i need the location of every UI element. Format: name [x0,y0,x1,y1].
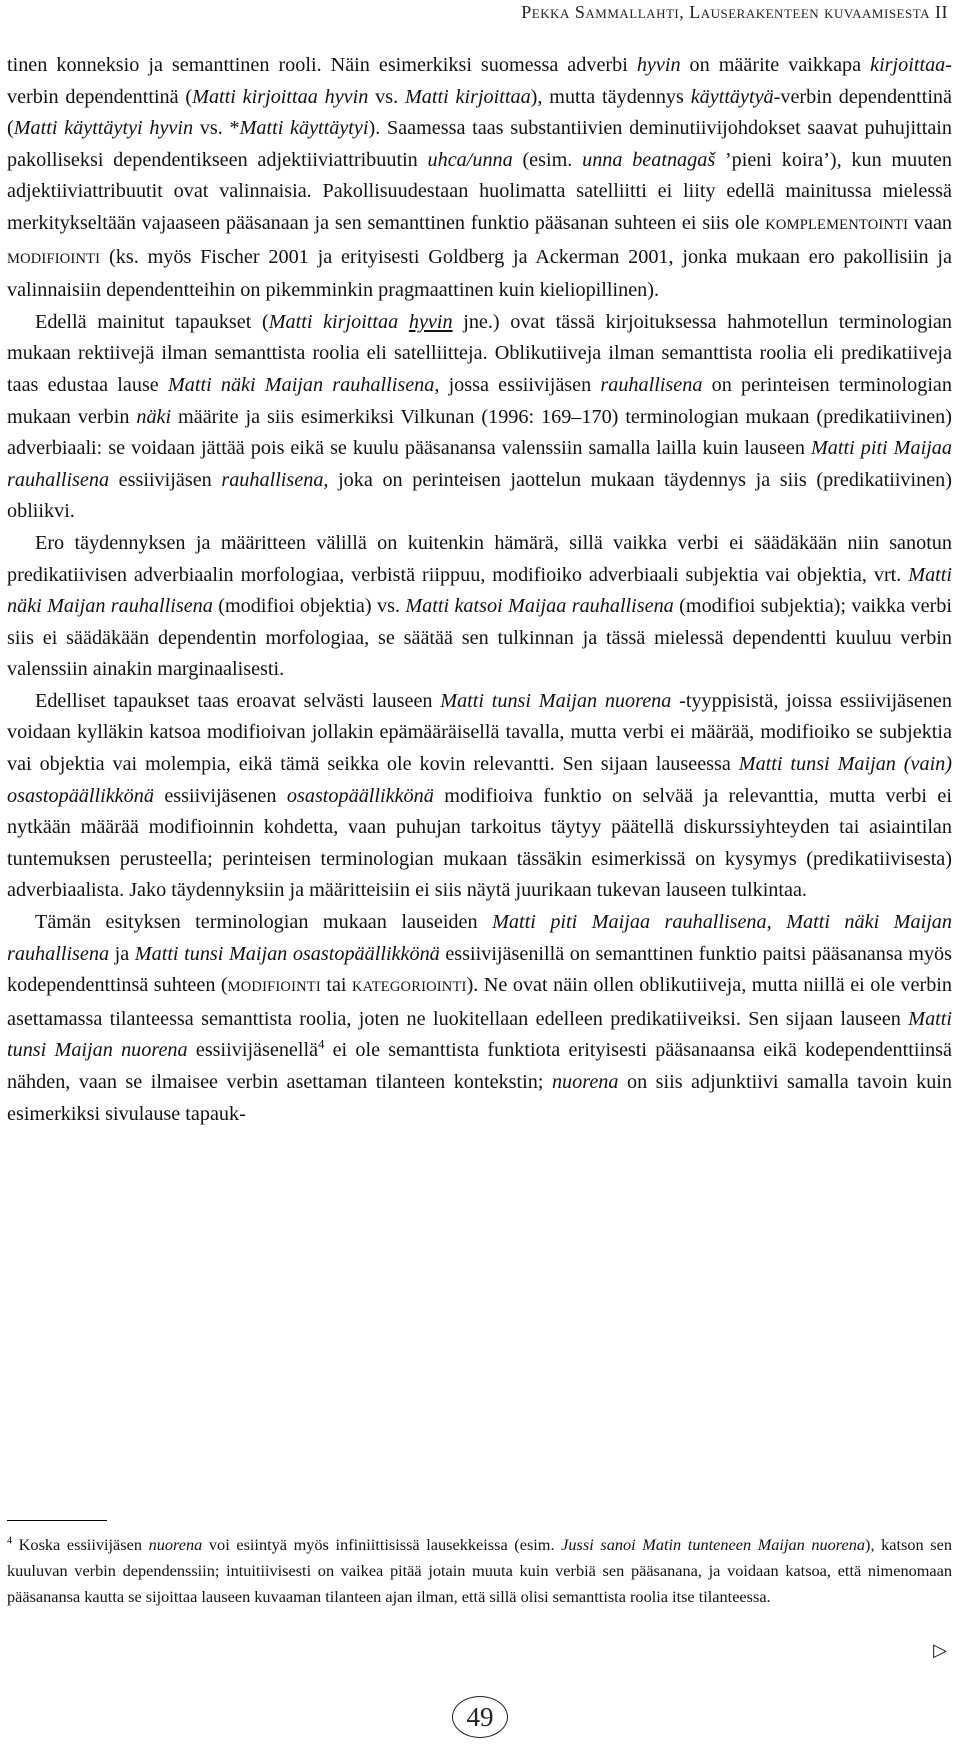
example-term: käyttäytyä [690,85,774,108]
text: Ero täydennyksen ja määritteen välillä on kuitenkin hämärä, sillä vaikka verbi ei säädäkään niin sanotun predikatiivisen adverbiaalin morfologiaa, verbistä riippuu, modifioiko adverbiaali subjektia vai objektia, vrt. [7,531,952,586]
example-term: uhca/unna [427,148,513,171]
text: (esim. [512,148,583,171]
footnote-separator [7,1520,107,1521]
small-caps-term: KATEGORIOINTI [352,979,467,996]
text: , joka on perinteisen jaottelun mukaan täydennys ja siis (predikatiivinen) obliikvi. [7,468,952,523]
example-term: näki [136,405,172,428]
text: määrite ja siis esimerkiksi Vilkunan (1996: 169–170) terminologian mukaan (predikatiivinen) adverbiaali: se voidaan jättää pois eikä se kuulu pääsanansa valenssiin samalla lailla kuin lauseen [7,405,953,460]
example-term: Matti näki Maijan rauhallisena [7,563,952,618]
example-term: Matti tunsi Maijan nuorena [7,1007,952,1062]
text: on määrite vaikkapa [680,54,871,76]
example-term: Matti kirjoittaa [268,310,409,333]
paragraph-1 [7,50,952,307]
text: ), katson sen kuuluvan verbin dependenssiin; intuitiivisesti on vaikea pitää jotain muuta kuin verbiä sen pääsanana, ja voidaan katsoa, että nimenomaan pääsanansa kautta se sijoittaa lauseen kuvaaman tilanteen ajan ilman, että sillä olisi semanttista roolia itse tilanteessa. [7,1535,953,1606]
example-term: rauhallisena [600,373,703,396]
example-term: Matti käyttäytyi [239,117,369,140]
example-term: Matti piti Maijaa rauhallisena [492,911,767,934]
text: on siis adjunktiivi samalla tavoin kuin esimerkiksi sivulause tapauk- [7,1071,952,1125]
text: Edelliset tapaukset taas eroavat selvästi lauseen [35,689,441,712]
text: Edellä mainitut tapaukset ( [35,310,269,333]
example-term: Matti tunsi Maijan osastopäällikkönä [134,942,440,965]
example-term: osastopäällikkönä [286,784,434,807]
example-term: Matti katsoi Maijaa rauhallisena [405,595,674,618]
text: ). Ne ovat näin ollen oblikutiiveja, mutta niillä ei ole verbin asettamassa tilanteessa semanttista roolia, joten ne luokitellaan edelleen predikatiiveiksi. Sen sijaan lauseen [7,974,952,1030]
text: essiivijäsenen [153,784,287,807]
small-caps-term: MODIFIOINTI [227,979,321,996]
running-header: Pekka Sammallahti, Lauserakenteen kuvaamisesta II [521,2,948,22]
example-term: rauhallisena [221,468,324,491]
text: , jossa essiivijäsen [434,373,601,396]
text: -verbin dependenttinä ( [7,85,952,140]
text: essiivijäsenellä [187,1039,319,1062]
text: ’pieni koira’), kun muuten adjektiiviattribuutit ovat valinnaisia. Pakollisuudestaan huolimatta satelliitti ei liity edellä mainitussa mielessä merkitykseltään vajaaseen pääsanaan ja sen semanttinen funktio pääsanan suhteen ei siis ole [7,148,952,234]
example-term: Matti kirjoittaa hyvin [192,85,369,108]
example-term: Matti näki Maijan rauhallisena [7,911,952,965]
example-term: Matti tunsi Maijan nuorena [440,689,672,712]
underlined-term: hyvin [408,310,453,333]
text: modifioiva funktio on selvää ja relevanttia, mutta verbi ei nytkään määrää modifioinnin kohdetta, vaan puhujan tarkoitus täytyy päätellä diskurssiyhteyden tai asiaintilan tuntemuksen perusteella; perinteisen terminologian mukaan tässäkin esimerkissä on kysymys (predikatiivisesta) adverbiaalista. Jako täydennyksiin ja määritteisiin ei siis näytä juurikaan tukevan lauseen tulkintaa. [7,784,952,902]
footnote [7,1532,952,1610]
text: , [766,911,787,934]
example-term: Matti tunsi Maijan (vain) osastopäällikkönä [7,753,953,807]
paragraph-2 [7,307,952,528]
small-caps-term: MODIFIOINTI [7,250,101,267]
text: vs. * [193,117,240,140]
page-number: 49 [452,1696,508,1738]
body-text [7,50,952,1130]
text: jne.) ovat tässä kirjoituksessa hahmotellun terminologian mukaan rektiivejä ilman semanttista roolia eli satelliitteja. Oblikutiiveja ilman semanttista roolia eli predikatiiveja taas edustaa lause [7,310,952,396]
text: tai [320,974,353,997]
example-term: Matti kirjoittaa [404,85,531,108]
footnote-number: 4 [7,1535,13,1547]
text: -verbin dependenttinä ( [7,54,952,108]
text: essiivijäsenillä on semanttinen funktio paitsi pääsanansa myös kodependenttinsä suhteen ( [7,942,952,997]
example-term: Matti käyttäytyi hyvin [13,117,194,140]
text: (modifioi subjektia); vaikka verbi siis ei säädäkään dependentin morfologiaa, se säätää sen tulkinnan ja tässä mielessä dependentti kuuluu verbin valenssiin ainakin marginaalisesti. [7,595,952,681]
example-term: hyvin [636,54,681,76]
text: on perinteisen terminologian mukaan verbin [7,373,952,428]
text: ja [109,942,135,965]
text: ). Saamessa taas substantiivien deminutiivijohdokset saavat puhujittain pakolliseksi dependentikseen adjektiiviattribuutin [7,117,952,171]
text: ), mutta täydennys [530,85,691,108]
footnote-ref[interactable]: 4 [318,1037,325,1052]
text: ei ole semanttista funktiota erityisesti pääsanaansa eikä kodependenttiinsä nähden, vaan se ilmaisee verbin asettaman tilanteen kontekstin; [7,1039,952,1093]
text: -tyyppisistä, joissa essiivijäsenen voidaan kylläkin katsoa modifioivan jollakin epämääräisellä tavalla, mutta verbi ei määrää, modifioiko se subjektia vai objektia vai molempia, eikä tämä seikka ole kovin relevantti. Sen sijaan lauseessa [7,689,952,776]
paragraph-5 [7,907,952,1130]
example-term: unna beatnagaš [582,148,716,171]
footnote-4 [7,1532,952,1610]
small-caps-term: KOMPLEMENTOINTI [765,216,909,233]
paragraph-4 [7,686,952,907]
text: essiivijäsen [109,468,222,491]
text: Tämän esityksen terminologian mukaan lauseiden [35,911,493,934]
example-term: nuorena [148,1535,203,1554]
text: (ks. myös Fischer 2001 ja erityisesti Goldberg ja Ackerman 2001, jonka mukaan ero pakollisiin ja valinnaisiin dependentteihin on pikemminkin pragmaattinen kuin kieliopillinen). [7,245,952,302]
paragraph-3 [7,528,952,686]
text: vs. [368,85,405,108]
text: voi esiintyä myös infiniittisissä lausekkeissa (esim. [202,1535,562,1554]
example-term: Matti näki Maijan rauhallisena [167,373,435,396]
next-page-arrow-icon: ▷ [933,1640,947,1660]
example-term: Jussi sanoi Matin tunteneen Maijan nuorena [561,1535,866,1554]
example-term: nuorena [551,1071,619,1093]
text: vaan [908,211,952,234]
text: (modifioi objektia) vs. [212,595,406,618]
text: tinen konneksio ja semanttinen rooli. Näin esimerkiksi suomessa adverbi [7,54,637,76]
text: Koska essiivijäsen [12,1535,149,1554]
example-term: Matti piti Maijaa rauhallisena [7,437,952,491]
example-term: kirjoittaa [870,54,946,76]
